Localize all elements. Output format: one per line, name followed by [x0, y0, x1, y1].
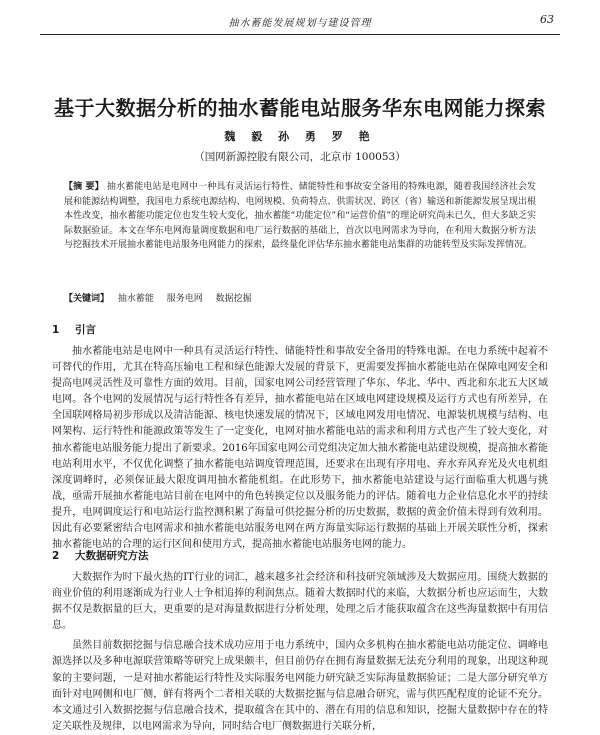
affiliation: （国网新源控股有限公司，北京市 100053） — [194, 151, 406, 163]
authors: 魏 毅 孙 勇 罗 艳 — [224, 130, 376, 143]
paper-title: 基于大数据分析的抽水蓄能电站服务华东电网能力探索 — [54, 96, 546, 120]
methods-body — [52, 570, 548, 735]
abstract — [64, 180, 536, 253]
page-number: 63 — [540, 13, 554, 26]
introduction-body — [52, 344, 548, 553]
abstract-text: 抽水蓄能电站是电网中一种具有灵活运行特性、储能特性和事故安全备用的特殊电源，随着我国经济社会发展和能源结构调整，我国电力系统电源结构、电网规模、负荷特点、供需状况、跨区（省）输送和新能源发展呈现出根本性改变，抽水蓄能功能定位也发生较大变化，抽水蓄能“功能定位”和“运营价值”的理论研究尚未已久，但大多缺乏实际数据验证。本文在华东电网海量调度数据和电厂运行数据的基础上，首次以电网需求为导向，在利用大数据分析方法与挖掘技术开展抽水蓄能电站服务电网能力的探索，最终量化评估华东抽水蓄能电站集群的功能转型及实际发挥情况。 — [64, 182, 536, 251]
keyword: 抽水蓄能 — [117, 294, 154, 304]
paragraph: 虽然目前数据挖掘与信息融合技术成功应用于电力系统中，国内众多机构在抽水蓄能电站功能定位、调峰电源选择以及多种电源联营策略等研究上成果颇丰，但目前仍存在拥有海量数据无法充分利用的现象，出现这种现象的主要问题，一是对抽水蓄能运行特性及实际服务电网能力研究缺乏实际海量数据验证；二是大部分研究单方面针对电网侧和电厂侧，鲜有将两个二者相关联的大数据挖掘与信息融合研究，需与供匹配程度的论证不充分。本文通过引入数据挖掘与信息融合技术，提取蕴含在其中的、潜在有用的信息和知识，挖掘大量数据中存在的特定关联性及规律，以电网需求为导向，同时结合电厂侧数据进行关联分析， — [52, 640, 548, 732]
running-head — [40, 8, 560, 35]
paragraph: 大数据作为时下最火热的IT行业的词汇，越来越多社会经济和科技研究领域涉及大数据应用。围绕大数据的商业价值的利用逐渐成为行业人士争相追捧的利润焦点。随着大数据时代的来临，大数据分析也应运而生，大数据不仅是数据量的巨大，更重要的是对海量数据进行分析处理，处理之后才能获取蕴含在这些海量数据中有用信息。 — [52, 572, 548, 632]
section-heading-introduction — [52, 322, 96, 337]
section-heading-methods — [52, 548, 148, 563]
paragraph: 抽水蓄能电站是电网中一种具有灵活运行特性、储能特性和事故安全备用的特殊电源。在电力系统中起着不可替代的作用，尤其在特高压输电工程和绿色能源大发展的背景下，更需要发挥抽水蓄能电站在保障电网安全和提高电网灵活性及可靠性方面的效用。目前，国家电网公司经营管理了华东、华北、华中、西北和东北五大区域电网。各个电网的发展情况与运行特性各有差异，抽水蓄能电站在区域电网建设规模及运行方式也有所差异，在全国联网格局初步形成以及清洁能源、核电快速发展的情况下，区域电网发用电情况、电源装机规模与结构、电网架构、运行特性和能源政策等发生了一定变化，电网对抽水蓄能电站的需求和利用方式也产生了较大变化，对抽水蓄能电站服务能力提出了新要求。2016年国家电网公司党组决定加大抽水蓄能电站建设规模，提高抽水蓄能电站利用水平，不仅优化调整了抽水蓄能电站调度管理范围，还要求在出现有序用电、弃水弃风弃光及火电机组深度调峰时，必须保证最大限度调用抽水蓄能机组。在此形势下，抽水蓄能电站建设与运行面临重大机遇与挑战，亟需开展抽水蓄能电站目前在电网中的角色转换定位以及服务能力的评估。随着电力企业信息化水平的持续提升，电网调度运行和电站运行监控测积累了海量可供挖掘分析的历史数据，数据的黄金价值未得到有效利用。因此有必要紧密结合电网需求和抽水蓄能电站服务电网在两方海量实际运行数据的基础上开展关联性分析，探索抽水蓄能电站的合理的运行区间和使用方式，提高抽水蓄能电站服务电网的能力。 — [52, 346, 548, 551]
abstract-label: 【摘 要】 — [64, 182, 104, 192]
keywords — [64, 292, 536, 306]
journal-title: 抽水蓄能发展规划与建设管理 — [228, 18, 372, 29]
section-title: 引言 — [74, 324, 96, 336]
keyword: 数据挖掘 — [215, 294, 252, 304]
keyword: 服务电网 — [166, 294, 203, 304]
keywords-label: 【关键词】 — [64, 294, 110, 304]
section-number: 2 — [52, 550, 60, 562]
section-number: 1 — [52, 324, 60, 336]
section-title: 大数据研究方法 — [74, 550, 149, 562]
